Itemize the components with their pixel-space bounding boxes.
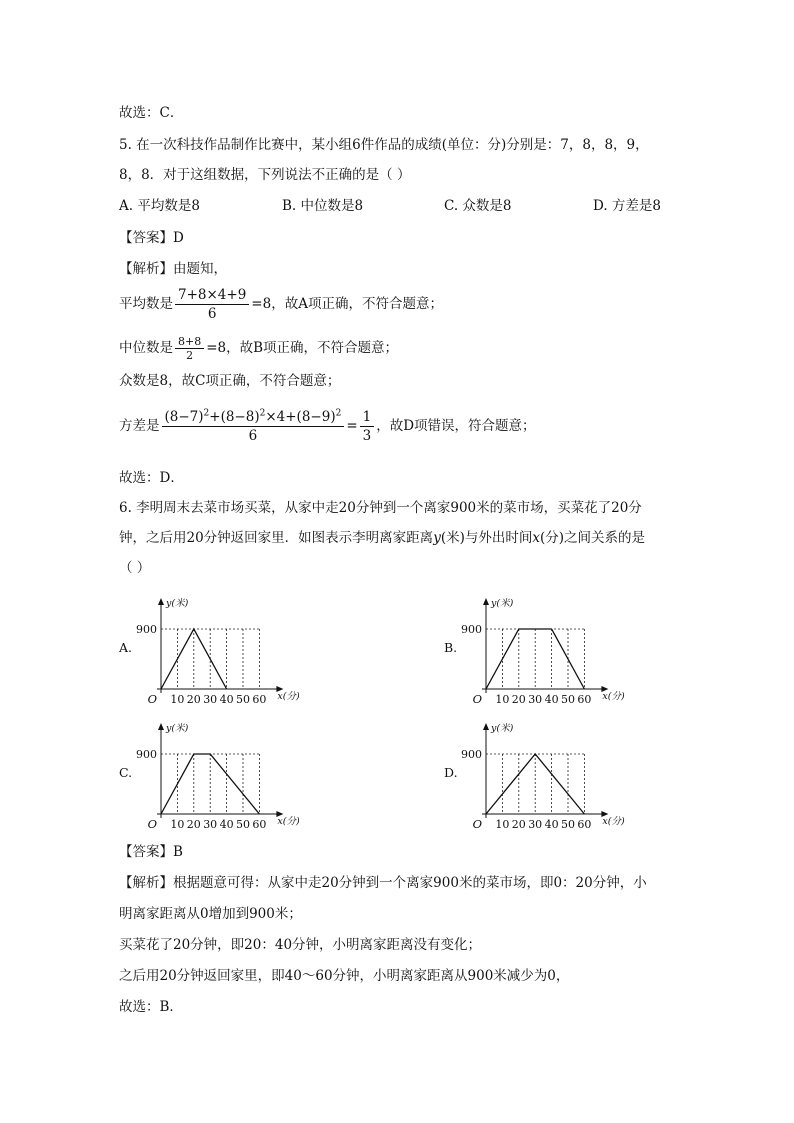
y-axis-arrow (483, 598, 489, 605)
x-tick-label: 60 (577, 693, 592, 706)
q6-explanation-line3: 买菜花了20分钟，即20：40分钟，小明离家距离没有变化； (119, 937, 482, 953)
median-numerator: 8+8 (175, 335, 204, 349)
median-fraction (175, 335, 204, 362)
graph-option-2 (444, 592, 634, 707)
graph-svg (119, 592, 309, 707)
variance-line (119, 408, 536, 445)
exponent: 2 (203, 408, 210, 419)
option-label: B. (444, 640, 458, 655)
explanation-text: 由题知， (173, 261, 227, 277)
q6-stem-line3: （ ） (119, 560, 151, 576)
variance-fraction (162, 408, 345, 445)
q6-stem-text-end: (分)之间关系的是 (540, 530, 646, 546)
origin-label: O (472, 692, 482, 706)
q6-answer-line (119, 842, 183, 862)
x-tick-label: 20 (186, 818, 201, 831)
x-tick-label: 10 (170, 818, 185, 831)
x-tick-label: 40 (219, 693, 234, 706)
x-tick-label: 30 (528, 818, 543, 831)
q5-stem-line1: 5. 在一次科技作品制作比赛中，某小组6件作品的成绩(单位：分)分别是：7，8，8，9， (119, 137, 649, 153)
x-tick-label: 60 (252, 693, 267, 706)
q6-stem-text-mid: (米)与外出时间 (440, 530, 533, 546)
q5-answer-line (119, 228, 184, 248)
y-tick-label: 900 (136, 748, 157, 761)
y-tick-label: 900 (461, 748, 482, 761)
x-tick-label: 50 (561, 818, 575, 831)
mean-numerator: 7+8×4+9 (175, 286, 249, 305)
x-tick-label: 20 (511, 693, 526, 706)
y-axis-label: y(米) (166, 723, 189, 734)
graph-option-4 (444, 717, 634, 832)
median-denominator: 2 (186, 349, 194, 362)
q6-explanation-line2: 明离家距离从0增加到900米； (119, 906, 302, 922)
x-tick-label: 40 (219, 818, 234, 831)
variance-suffix: ，故D项错误，符合题意； (376, 418, 536, 434)
x-tick-label: 30 (203, 818, 218, 831)
q5-option-a: A. 平均数是8 (119, 198, 200, 214)
x-tick-label: 20 (511, 818, 526, 831)
y-tick-label: 900 (136, 623, 157, 636)
y-axis-arrow (158, 598, 164, 605)
q5-option-c: C. 众数是8 (444, 198, 512, 214)
x-tick-label: 40 (544, 693, 559, 706)
graph-option-3 (119, 717, 309, 832)
median-line (119, 335, 398, 362)
q5-option-d: D. 方差是8 (593, 198, 662, 214)
x-axis-label: x(分) (277, 816, 300, 827)
answer-tag: 【答案】 (119, 230, 173, 246)
variance-result-fraction (360, 408, 375, 445)
var-x: x (532, 530, 540, 546)
variance-result-numerator: 1 (360, 408, 375, 427)
exponent: 2 (259, 408, 266, 419)
mean-suffix: =8，故A项正确，不符合题意； (251, 296, 443, 312)
graph-option-1 (119, 592, 309, 707)
x-tick-label: 10 (495, 693, 510, 706)
q6-explanation-line4: 之后用20分钟返回家里，即40～60分钟，小明离家距离从900米减少为0， (119, 968, 570, 984)
variance-result-denominator: 3 (362, 428, 372, 444)
answer-value: B (173, 844, 183, 860)
x-tick-label: 60 (252, 818, 267, 831)
y-axis-arrow (483, 723, 489, 730)
x-tick-label: 50 (236, 693, 250, 706)
median-suffix: =8，故B项正确，不符合题意； (206, 340, 399, 356)
q6-stem-line2 (119, 528, 645, 548)
option-label: C. (119, 765, 133, 780)
mode-line: 众数是8，故C项正确，不符合题意； (119, 373, 341, 389)
mean-fraction (175, 286, 249, 323)
mean-line (119, 286, 443, 323)
option-label: A. (119, 640, 133, 655)
variance-term-1: (8−7) (164, 409, 204, 425)
x-tick-label: 20 (186, 693, 201, 706)
variance-term-3: ×4+(8−9) (265, 409, 336, 425)
q5-selection-line: 故选：D． (119, 470, 184, 486)
q5-option-b: B. 中位数是8 (282, 198, 364, 214)
y-axis-label: y(米) (491, 598, 514, 609)
x-tick-label: 30 (528, 693, 543, 706)
variance-prefix: 方差是 (119, 418, 160, 434)
x-axis-label: x(分) (602, 816, 625, 827)
origin-label: O (147, 692, 157, 706)
y-axis-label: y(米) (491, 723, 514, 734)
answer-tag: 【答案】 (119, 844, 173, 860)
prev-answer-line: 故选：C． (119, 105, 184, 121)
graph-svg (444, 717, 634, 832)
graph-svg (119, 717, 309, 832)
y-axis-arrow (158, 723, 164, 730)
q6-selection-line: 故选：B． (119, 999, 183, 1015)
exponent: 2 (335, 408, 342, 419)
x-tick-label: 30 (203, 693, 218, 706)
variance-numerator (162, 408, 345, 427)
x-tick-label: 40 (544, 818, 559, 831)
option-label: D. (444, 765, 458, 780)
x-tick-label: 60 (577, 818, 592, 831)
mean-prefix: 平均数是 (119, 296, 173, 312)
y-tick-label: 900 (461, 623, 482, 636)
x-tick-label: 10 (170, 693, 185, 706)
variance-equals: = (346, 418, 358, 434)
var-y: y (433, 530, 441, 546)
variance-term-2: +(8−8) (209, 409, 260, 425)
answer-value: D (173, 230, 184, 246)
x-axis-label: x(分) (277, 691, 300, 702)
q6-stem-line1: 6. 李明周末去菜市场买菜，从家中走20分钟到一个离家900米的菜市场，买菜花了20分 (119, 500, 642, 516)
x-tick-label: 50 (561, 693, 575, 706)
graph-svg (444, 592, 634, 707)
x-axis-label: x(分) (602, 691, 625, 702)
x-tick-label: 50 (236, 818, 250, 831)
median-prefix: 中位数是 (119, 340, 173, 356)
q6-explanation-line1 (119, 873, 647, 893)
explanation-tag: 【解析】 (119, 875, 173, 891)
q5-stem-line2: 8，8．对于这组数据，下列说法不正确的是（ ） (119, 167, 411, 183)
origin-label: O (472, 817, 482, 831)
y-axis-label: y(米) (166, 598, 189, 609)
mean-denominator: 6 (207, 306, 217, 322)
origin-label: O (147, 817, 157, 831)
x-tick-label: 10 (495, 818, 510, 831)
explanation-text: 根据题意可得：从家中走20分钟到一个离家900米的菜市场，即0：20分钟，小 (173, 875, 647, 891)
explanation-tag: 【解析】 (119, 261, 173, 277)
q5-explanation-line (119, 259, 227, 279)
variance-denominator: 6 (248, 428, 258, 444)
q6-stem-text: 钟，之后用20分钟返回家里．如图表示李明离家距离 (119, 530, 434, 546)
